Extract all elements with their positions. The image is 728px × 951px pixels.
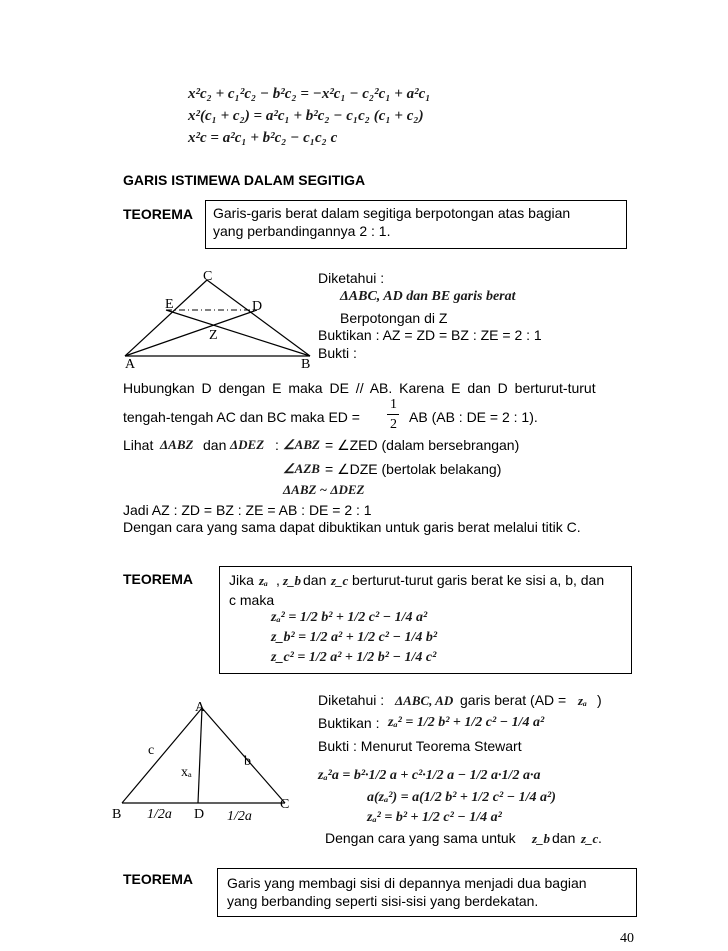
- given-2-dan: dan: [552, 830, 576, 846]
- given-2-za: zₐ: [578, 693, 587, 708]
- theorem-2-line-2: c maka: [229, 592, 275, 608]
- similar-triangles: ΔABZ ~ ΔDEZ: [283, 482, 365, 497]
- label-b: b: [244, 754, 251, 769]
- theorem-1-label: TEOREMA: [123, 206, 193, 222]
- page-number: 40: [620, 931, 634, 946]
- proof-1-paragraph-line-2a: tengah-tengah AC dan BC maka ED =: [123, 409, 360, 425]
- triangle-figure-1: [115, 268, 320, 370]
- conclusion-1: Jadi AZ : ZD = BZ : ZE = AB : DE = 2 : 1: [123, 502, 372, 518]
- label-B: B: [301, 357, 311, 370]
- given-2-formula: zₐ² = 1/2 b² + 1/2 c² − 1/4 a²: [388, 715, 545, 730]
- label-Z: Z: [209, 328, 218, 343]
- theorem-2-zb: z_b: [283, 573, 302, 588]
- given-2-diketahui: Diketahui :: [318, 692, 385, 708]
- stewart-step-2: a(zₐ²) = a(1/2 b² + 1/2 c² − 1/4 a²): [367, 790, 556, 805]
- fraction-denominator: 2: [390, 417, 397, 432]
- angle-eq-2: = ∠DZE (bertolak belakang): [325, 461, 502, 477]
- given-2-dot: .: [598, 830, 602, 846]
- dan-label: dan: [203, 437, 227, 453]
- theorem-3-label: TEOREMA: [123, 871, 193, 887]
- label-C2: C: [280, 797, 290, 812]
- triangle-dez: ΔDEZ: [230, 437, 265, 452]
- fraction-bar: [387, 414, 399, 415]
- label-C: C: [203, 269, 213, 284]
- label-E: E: [165, 297, 174, 312]
- angle-abz: ∠ABZ: [283, 437, 320, 452]
- theorem-2-dan: dan: [303, 572, 327, 588]
- theorem-2-label: TEOREMA: [123, 571, 193, 587]
- equation-line-1: x²c₂ + c₁²c₂ − b²c₂ = −x²c₁ − c₂²c₁ + a²c₁: [188, 86, 431, 102]
- triangle-figure-2: [110, 696, 310, 826]
- lihat-label: Lihat: [123, 437, 154, 453]
- given-1-intersect: Berpotongan di Z: [340, 310, 448, 326]
- label-c: c: [148, 743, 155, 758]
- theorem-2-zc: z_c: [331, 573, 349, 588]
- fraction-numerator: 1: [390, 397, 397, 412]
- equation-line-3: x²c = a²c₁ + b²c₂ − c₁c₂ c: [188, 130, 338, 146]
- stewart-step-3: zₐ² = b² + 1/2 c² − 1/4 a²: [367, 810, 502, 825]
- colon: :: [275, 437, 279, 453]
- theorem-1-line-1: Garis-garis berat dalam segitiga berpotongan atas bagian: [213, 205, 571, 221]
- conclusion-2: Dengan cara yang sama dapat dibuktikan untuk garis berat melalui titik C.: [123, 519, 581, 535]
- angle-eq-1: = ∠ZED (dalam bersebrangan): [325, 437, 520, 453]
- section-heading: GARIS ISTIMEWA DALAM SEGITIGA: [123, 172, 366, 188]
- given-2-garis: garis berat (AD =: [460, 692, 567, 708]
- label-half-1: 1/2a: [147, 807, 172, 822]
- given-1-diketahui: Diketahui :: [318, 270, 385, 286]
- theorem-3-line-2: yang berbanding seperti sisi-sisi yang berdekatan.: [227, 893, 539, 909]
- proof-1-paragraph-line-1: Hubungkan D dengan E maka DE // AB. Karena E dan D berturut-turut: [123, 380, 596, 396]
- theorem-2-formula-1: zₐ² = 1/2 b² + 1/2 c² − 1/4 a²: [271, 610, 428, 625]
- given-2-close: ): [597, 692, 602, 708]
- theorem-2-za: zₐ: [259, 573, 268, 588]
- theorem-2-comma: ,: [276, 572, 280, 588]
- label-D: D: [252, 299, 263, 314]
- label-xa: xₐ: [181, 765, 192, 780]
- label-B2: B: [112, 807, 122, 822]
- given-2-zb: z_b: [532, 831, 551, 846]
- label-D2: D: [194, 807, 205, 822]
- given-2-zc: z_c: [581, 831, 599, 846]
- triangle-abz: ΔABZ: [160, 437, 194, 452]
- theorem-2-formula-2: z_b² = 1/2 a² + 1/2 c² − 1/4 b²: [271, 630, 438, 645]
- proof-1-paragraph-line-2b: AB (AB : DE = 2 : 1).: [409, 409, 538, 425]
- given-1-bukti: Bukti :: [318, 345, 357, 361]
- angle-azb: ∠AZB: [283, 461, 320, 476]
- given-2-abc: ΔABC, AD: [395, 693, 454, 708]
- equation-line-2: x²(c₁ + c₂) = a²c₁ + b²c₂ − c₁c₂ (c₁ + c₂): [188, 108, 424, 124]
- theorem-3-line-1: Garis yang membagi sisi di depannya menjadi dua bagian: [227, 875, 587, 891]
- label-A2: A: [195, 700, 206, 715]
- label-half-2: 1/2a: [227, 809, 252, 824]
- given-1-formula: ΔABC, AD dan BE garis berat: [340, 289, 516, 304]
- given-2-buktikan: Buktikan :: [318, 715, 380, 731]
- given-2-same: Dengan cara yang sama untuk: [325, 830, 516, 846]
- label-A: A: [125, 357, 136, 370]
- given-1-buktikan: Buktikan : AZ = ZD = BZ : ZE = 2 : 1: [318, 327, 542, 343]
- theorem-1-line-2: yang perbandingannya 2 : 1.: [213, 223, 391, 239]
- theorem-2-jika: Jika: [229, 572, 254, 588]
- theorem-2-formula-3: z_c² = 1/2 a² + 1/2 b² − 1/4 c²: [271, 650, 437, 665]
- given-2-bukti: Bukti : Menurut Teorema Stewart: [318, 738, 522, 754]
- theorem-2-rest: berturut-turut garis berat ke sisi a, b, dan: [352, 572, 605, 588]
- stewart-step-1: zₐ²a = b²·1/2 a + c²·1/2 a − 1/2 a·1/2 a·a: [318, 768, 541, 783]
